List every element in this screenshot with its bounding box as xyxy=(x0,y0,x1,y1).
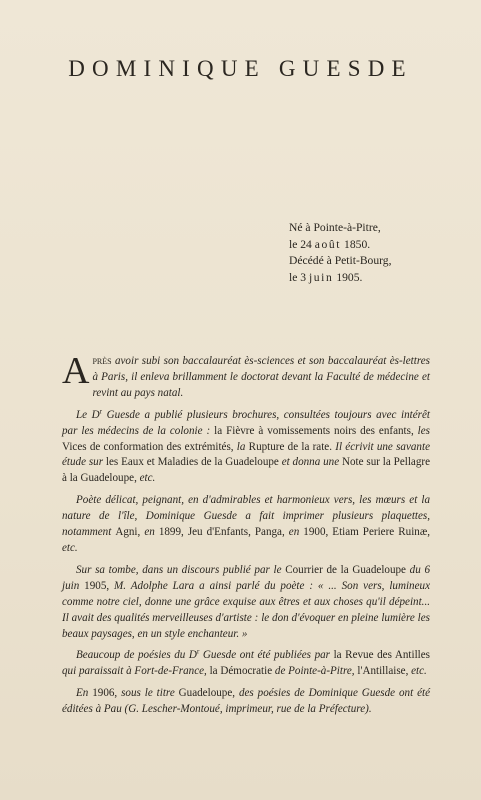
paragraph-edition: En 1906, sous le titre Guadeloupe, des poésies de Dominique Guesde ont été éditées à Pau (G. Lescher-Montoué, imprimeur, rue de la Préfecture). xyxy=(62,687,430,716)
paragraph-poetry: Poète délicat, peignant, en d'admirables et harmonieux vers, les mœurs et la nature de l'île, Dominique Guesde a fait imprimer plusieurs plaquettes, notamment Agni, en 1899, Jeu d'Enfants, Panga, en 1900, Etiam Periere Ruinæ, etc. xyxy=(62,494,430,554)
drop-cap: A xyxy=(62,350,90,392)
bio-line-birth-date: le 24 août 1850. xyxy=(289,237,371,251)
bio-line-birth-place: Né à Pointe-à-Pitre, xyxy=(289,221,381,234)
paragraph-eulogy: Sur sa tombe, dans un discours publié par le Courrier de la Guadeloupe du 6 juin 1905, M. Adolphe Lara a ainsi parlé du poète : « ... Son vers, lumineux comme notre ciel, donne une grâce exquise aux êtres et aux choses qu'il dépeint... Il avait des qualités merveilleuses d'artiste : le don d'évoquer en pleine lumière les beaux paysages, en un style enchanteur. » xyxy=(62,563,430,640)
birth-death-notice xyxy=(289,220,439,286)
bio-line-death-place: Décédé à Petit-Bourg, xyxy=(289,254,392,267)
bio-line-death-date: le 3 juin 1905. xyxy=(289,270,363,284)
paragraph-periodicals: Beaucoup de poésies du $D^r$ Guesde ont été publiées par la Revue des Antilles qui paraissait à Fort-de-France, la Démocratie de Pointe-à-Pitre, l'Antillaise, etc. xyxy=(62,647,430,678)
page-title: DOMINIQUE GUESDE xyxy=(68,56,413,81)
paragraph-publications: Le $D^r$ Guesde a publié plusieurs brochures, consultées toujours avec intérêt par les médecins de la colonie : la Fièvre à vomissements noirs des enfants, les Vices de conformation des extrémités, la Rupture de la rate. Il écrivit une savante étude sur les Eaux et Maladies de la Guadeloupe et donna une Note sur la Pellagre à la Guadeloupe, etc. xyxy=(62,407,430,485)
paragraph-education: Après avoir subi son baccalauréat ès-sciences et son baccalauréat ès-lettres à Paris, il enleva brillamment le doctorat devant la Faculté de médecine et revint au pays natal. xyxy=(62,350,430,399)
biography-text xyxy=(62,350,430,724)
